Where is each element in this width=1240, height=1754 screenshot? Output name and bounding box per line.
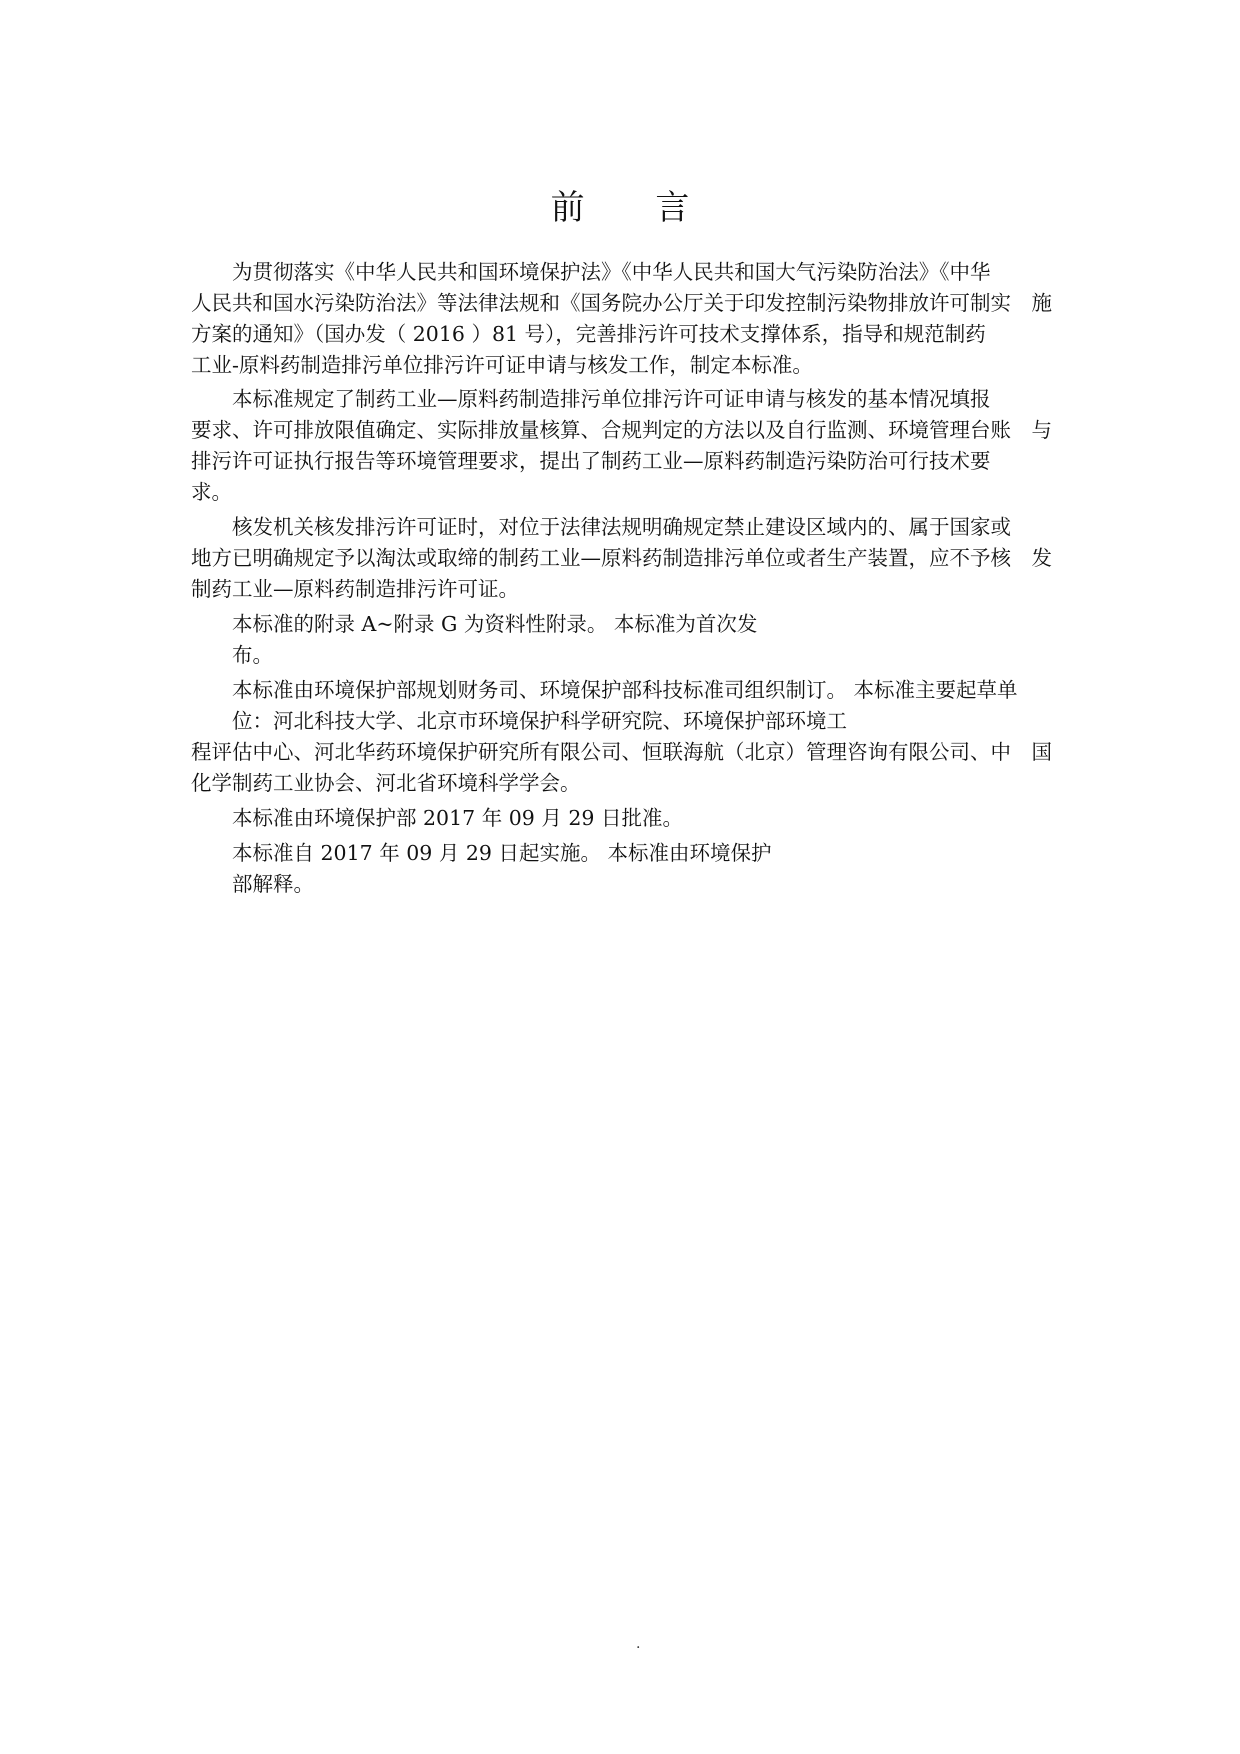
paragraph-7-line-1: 本标准自 2017 年 09 月 29 日起实施。 本标准由环境保护 <box>232 841 772 865</box>
paragraph-2-line-3: 排污许可证执行报告等环境管理要求，提出了制药工业—原料药制造污染防治可行技术要 <box>191 449 991 473</box>
paragraph-3-line-3: 制药工业—原料药制造排污许可证。 <box>191 577 519 601</box>
paragraph-2-line-4: 求。 <box>191 480 232 504</box>
paragraph-2-line-1: 本标准规定了制药工业—原料药制造排污单位排污许可证申请与核发的基本情况填报 <box>232 387 991 411</box>
paragraph-4-line-1: 本标准的附录 A~附录 G 为资料性附录。 本标准为首次发 <box>232 612 758 636</box>
paragraph-1-line-3: 方案的通知》（国办发（ 2016 ）81 号），完善排污许可技术支撑体系，指导和规范制药 <box>191 322 986 346</box>
paragraph-7-line-2: 部解释。 <box>232 872 314 896</box>
paragraph-5-line-1: 本标准由环境保护部规划财务司、环境保护部科技标准司组织制订。 本标准主要起草单 <box>232 678 1018 702</box>
paragraph-5-line-3: 程评估中心、河北华药环境保护研究所有限公司、恒联海航（北京）管理咨询有限公司、中 国 <box>191 740 1052 764</box>
paragraph-6-line-1: 本标准由环境保护部 2017 年 09 月 29 日批准。 <box>232 806 683 830</box>
paragraph-2-line-2: 要求、许可排放限值确定、实际排放量核算、合规判定的方法以及自行监测、环境管理台账 与 <box>191 418 1052 442</box>
paragraph-3-line-1: 核发机关核发排污许可证时，对位于法律法规明确规定禁止建设区域内的、属于国家或 <box>232 515 1011 539</box>
paragraph-5-line-4: 化学制药工业协会、河北省环境科学学会。 <box>191 771 581 795</box>
paragraph-1-line-2: 人民共和国水污染防治法》等法律法规和《国务院办公厅关于印发控制污染物排放许可制实 施 <box>191 291 1052 315</box>
paragraph-1-line-4: 工业-原料药制造排污单位排污许可证申请与核发工作，制定本标准。 <box>191 353 813 377</box>
paragraph-4-line-2: 布。 <box>232 643 273 667</box>
paragraph-5-line-2: 位：河北科技大学、北京市环境保护科学研究院、环境保护部环境工 <box>232 709 847 733</box>
paragraph-1-line-1: 为贯彻落实《中华人民共和国环境保护法》《中华人民共和国大气污染防治法》《中华 <box>232 260 991 284</box>
page-title: 前 言 <box>550 188 720 228</box>
paragraph-3-line-2: 地方已明确规定予以淘汰或取缔的制药工业—原料药制造排污单位或者生产装置，应不予核 发 <box>191 546 1052 570</box>
page-marker: . <box>636 1636 641 1652</box>
